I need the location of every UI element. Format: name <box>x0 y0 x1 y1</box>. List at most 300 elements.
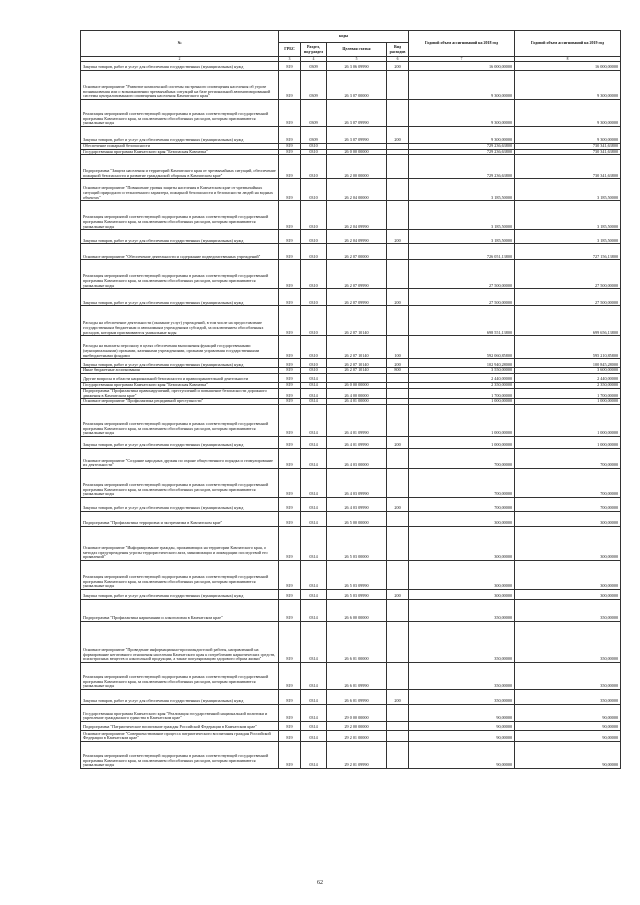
cell-razdel: 0314 <box>301 721 327 730</box>
cell-2019: 9 300,00000 <box>515 127 621 144</box>
cell-razdel: 0310 <box>301 359 327 368</box>
table-row <box>81 497 621 511</box>
table-row <box>81 662 621 689</box>
cell-csr: 26 4 03 09990 <box>327 497 387 511</box>
cell-csr: 26 5 00 00000 <box>327 511 387 526</box>
cell-2018: 729 236,63800 <box>409 144 515 150</box>
cell-razdel: 0314 <box>301 599 327 621</box>
cell-csr: 26 4 03 09990 <box>327 468 387 497</box>
cell-name: Подпрограмма "Профилактика наркомании и алкоголизма в Камчатском крае" <box>81 599 279 621</box>
table-row <box>81 526 621 560</box>
cell-grbs: 819 <box>279 71 301 100</box>
cell-csr: 26 2 07 10140 <box>327 359 387 368</box>
header-year-2019: Годовой объем ассигнований на 2019 год <box>515 31 621 57</box>
cell-2019: 350,00000 <box>515 599 621 621</box>
cell-grbs: 819 <box>279 741 301 768</box>
cell-2019: 727 156,13800 <box>515 244 621 260</box>
table-row <box>81 306 621 336</box>
cell-csr: 26 2 04 09990 <box>327 201 387 230</box>
cell-csr: 26 3 07 00000 <box>327 71 387 100</box>
column-index: 6 <box>387 57 409 62</box>
cell-grbs: 819 <box>279 589 301 599</box>
cell-2018: 27 500,00000 <box>409 260 515 289</box>
table-row <box>81 336 621 359</box>
cell-2018: 9 300,00000 <box>409 71 515 100</box>
cell-2019: 90,00000 <box>515 741 621 768</box>
cell-2018: 9 300,00000 <box>409 100 515 127</box>
cell-2019: 1 000,00000 <box>515 436 621 448</box>
cell-2019: 3 185,50000 <box>515 230 621 244</box>
cell-grbs: 819 <box>279 730 301 741</box>
cell-csr: 26 4 03 00000 <box>327 448 387 468</box>
cell-csr: 29 2 01 00000 <box>327 730 387 741</box>
cell-name: Основное мероприятие "Совершенствование процесса патриотического воспитания граждан Российской Федерации в Камчатском крае" <box>81 730 279 741</box>
table-row <box>81 741 621 768</box>
cell-razdel: 0314 <box>301 497 327 511</box>
cell-grbs: 819 <box>279 511 301 526</box>
cell-name: Закупка товаров, работ и услуг для обеспечения государственных (муниципальных) нужд <box>81 62 279 71</box>
cell-csr: 26 3 07 09990 <box>327 100 387 127</box>
cell-name: Реализация мероприятий соответствующей подпрограммы в рамках соответствующей государственной программы Камчатского края, за исключением обособленных расходов, которым присваиваются уникальные коды <box>81 468 279 497</box>
table-row <box>81 179 621 201</box>
cell-grbs: 819 <box>279 155 301 179</box>
cell-csr: 26 5 03 00000 <box>327 526 387 560</box>
column-index: 7 <box>409 57 515 62</box>
cell-2018: 700,00000 <box>409 468 515 497</box>
cell-csr: 26 6 01 09990 <box>327 662 387 689</box>
cell-razdel: 0314 <box>301 560 327 589</box>
cell-csr: 26 2 07 00000 <box>327 244 387 260</box>
cell-grbs: 819 <box>279 179 301 201</box>
cell-2019: 90,00000 <box>515 704 621 721</box>
cell-vr <box>387 599 409 621</box>
cell-2019: 27 500,00000 <box>515 289 621 306</box>
header-razdel: Раздел, под-раздел <box>301 43 327 57</box>
cell-name: Закупка товаров, работ и услуг для обеспечения государственных (муниципальных) нужд <box>81 359 279 368</box>
cell-vr <box>387 662 409 689</box>
cell-vr: 200 <box>387 127 409 144</box>
column-index: 4 <box>301 57 327 62</box>
cell-vr: 200 <box>387 62 409 71</box>
cell-name: Подпрограмма "Профилактика терроризма и экстремизма в Камчатском крае" <box>81 511 279 526</box>
cell-2019: 90,00000 <box>515 721 621 730</box>
cell-vr <box>387 448 409 468</box>
cell-csr: 26 4 01 00000 <box>327 399 387 405</box>
cell-razdel: 0314 <box>301 511 327 526</box>
cell-grbs: 819 <box>279 359 301 368</box>
cell-2019: 3 185,50000 <box>515 179 621 201</box>
cell-2018: 1 000,00000 <box>409 404 515 436</box>
cell-csr <box>327 374 387 383</box>
cell-grbs: 819 <box>279 306 301 336</box>
cell-csr: 29 2 00 00000 <box>327 721 387 730</box>
cell-razdel: 0314 <box>301 589 327 599</box>
cell-grbs: 819 <box>279 374 301 383</box>
cell-razdel: 0310 <box>301 149 327 155</box>
table-row <box>81 100 621 127</box>
cell-2018: 592 060,85800 <box>409 336 515 359</box>
cell-2018: 350,00000 <box>409 621 515 662</box>
cell-csr: 26 2 07 10140 <box>327 336 387 359</box>
cell-csr: 26 4 01 09990 <box>327 436 387 448</box>
cell-2018: 300,00000 <box>409 511 515 526</box>
cell-name: Основное мероприятие "Создание народных дружин по охране общественного порядка и стимулирование их деятельности" <box>81 448 279 468</box>
cell-razdel: 0309 <box>301 100 327 127</box>
cell-grbs: 819 <box>279 662 301 689</box>
table-row <box>81 230 621 244</box>
table-row <box>81 468 621 497</box>
table-row <box>81 621 621 662</box>
cell-grbs: 819 <box>279 704 301 721</box>
cell-2019: 595 210,85800 <box>515 336 621 359</box>
cell-grbs: 819 <box>279 388 301 398</box>
cell-razdel: 0310 <box>301 306 327 336</box>
cell-2018: 300,00000 <box>409 526 515 560</box>
cell-razdel: 0309 <box>301 62 327 71</box>
cell-vr <box>387 721 409 730</box>
cell-grbs: 819 <box>279 368 301 374</box>
cell-vr <box>387 704 409 721</box>
cell-2018: 90,00000 <box>409 721 515 730</box>
cell-csr: 26 6 01 09990 <box>327 689 387 704</box>
cell-razdel: 0310 <box>301 244 327 260</box>
cell-vr: 800 <box>387 368 409 374</box>
column-index: 5 <box>327 57 387 62</box>
cell-grbs: 819 <box>279 62 301 71</box>
table-row <box>81 589 621 599</box>
cell-name: Основное мероприятие "Повышение уровня защиты населения в Камчатском крае от чрезвычайных ситуаций природного и техногенного характера, пожарной безопасности и безопасности людей на водных объектах" <box>81 179 279 201</box>
cell-name: Основное мероприятие "Обеспечение деятельности и содержание подведомственных учреждений" <box>81 244 279 260</box>
cell-2018: 3 185,50000 <box>409 201 515 230</box>
cell-csr: 26 3 07 09990 <box>327 127 387 144</box>
cell-razdel: 0314 <box>301 448 327 468</box>
table-row <box>81 599 621 621</box>
cell-2019: 300,00000 <box>515 560 621 589</box>
cell-csr: 26 4 00 00000 <box>327 388 387 398</box>
cell-vr: 200 <box>387 497 409 511</box>
cell-2018: 1 000,00000 <box>409 399 515 405</box>
cell-csr: 26 0 00 00000 <box>327 149 387 155</box>
cell-grbs: 819 <box>279 621 301 662</box>
table-row <box>81 155 621 179</box>
cell-grbs: 819 <box>279 404 301 436</box>
cell-2018: 3 185,50000 <box>409 230 515 244</box>
cell-2019: 100 845,28000 <box>515 359 621 368</box>
cell-vr <box>387 155 409 179</box>
cell-2019: 700,00000 <box>515 448 621 468</box>
cell-2019: 27 500,00000 <box>515 260 621 289</box>
header-grbs: ГРБС <box>279 43 301 57</box>
cell-2018: 90,00000 <box>409 704 515 721</box>
cell-name: Основное мероприятие "Развитие комплексной системы экстренного оповещения населения об угрозе возникновения или о возникновении чрезвычайных ситуаций на базе региональной автоматизированной системы централизованного оповещения населения Камчатского края" <box>81 71 279 100</box>
cell-name: Подпрограмма "Профилактика правонарушений, преступлений и повышение безопасности дорожного движения в Камчатском крае" <box>81 388 279 398</box>
cell-name: Реализация мероприятий соответствующей подпрограммы в рамках соответствующей государственной программы Камчатского края, за исключением обособленных расходов, которым присваиваются уникальные коды <box>81 100 279 127</box>
cell-razdel: 0310 <box>301 179 327 201</box>
cell-name: Закупка товаров, работ и услуг для обеспечения государственных (муниципальных) нужд <box>81 436 279 448</box>
cell-2019: 350,00000 <box>515 621 621 662</box>
cell-name: Расходы на выплаты персоналу в целях обеспечения выполнения функций государственными (муниципальными) органами, казенными учреждениями, органами управления государственными внебюджетными фондами <box>81 336 279 359</box>
table-row <box>81 704 621 721</box>
cell-vr <box>387 100 409 127</box>
cell-2019: 730 341,63800 <box>515 144 621 150</box>
cell-name: Обеспечение пожарной безопасности <box>81 144 279 150</box>
cell-csr: 26 3 06 09990 <box>327 62 387 71</box>
cell-2019: 2 440,00000 <box>515 374 621 383</box>
cell-2019: 700,00000 <box>515 497 621 511</box>
cell-csr: 26 2 00 00000 <box>327 155 387 179</box>
table-row <box>81 260 621 289</box>
cell-name: Другие вопросы в области национальной безопасности и правоохранительной деятельности <box>81 374 279 383</box>
cell-name: Закупка товаров, работ и услуг для обеспечения государственных (муниципальных) нужд <box>81 497 279 511</box>
cell-vr <box>387 730 409 741</box>
cell-vr <box>387 621 409 662</box>
cell-csr: 26 0 00 00000 <box>327 383 387 389</box>
cell-csr: 26 2 04 00000 <box>327 179 387 201</box>
column-index: 2 <box>81 57 279 62</box>
header-vr: Вид расходов <box>387 43 409 57</box>
cell-vr <box>387 374 409 383</box>
cell-csr: 26 2 07 09990 <box>327 260 387 289</box>
cell-grbs: 819 <box>279 383 301 389</box>
table-row <box>81 201 621 230</box>
cell-2018: 102 940,28000 <box>409 359 515 368</box>
cell-razdel: 0314 <box>301 468 327 497</box>
cell-name: Реализация мероприятий соответствующей подпрограммы в рамках соответствующей государственной программы Камчатского края, за исключением обособленных расходов, которым присваиваются уникальные коды <box>81 662 279 689</box>
cell-name: Расходы на обеспечение деятельности (оказание услуг) учреждений, в том числе на предоставление государственным бюджетным и автономным учреждениям субсидий, за исключением обособленных расходов, которым присваиваются уникальные коды <box>81 306 279 336</box>
cell-2018: 3 550,00000 <box>409 368 515 374</box>
cell-2018: 90,00000 <box>409 730 515 741</box>
cell-razdel: 0314 <box>301 689 327 704</box>
cell-name: Реализация мероприятий соответствующей подпрограммы в рамках соответствующей государственной программы Камчатского края, за исключением обособленных расходов, которым присваиваются уникальные коды <box>81 201 279 230</box>
page-number: 62 <box>317 880 323 886</box>
cell-name: Основное мероприятие "Проведение информационно-пропагандистской работы, направленной на формирование негативного отношения населения Камчатского края к потреблению наркотических средств, психотропных веществ и алкогольной продукции, а также популяризацию здорового образа жизни" <box>81 621 279 662</box>
cell-vr <box>387 260 409 289</box>
cell-csr: 26 6 01 00000 <box>327 621 387 662</box>
cell-2018: 3 185,50000 <box>409 179 515 201</box>
cell-name: Закупка товаров, работ и услуг для обеспечения государственных (муниципальных) нужд <box>81 589 279 599</box>
cell-2018: 300,00000 <box>409 560 515 589</box>
cell-razdel: 0314 <box>301 662 327 689</box>
header-codes: коды <box>279 31 409 43</box>
cell-vr <box>387 511 409 526</box>
cell-razdel: 0310 <box>301 368 327 374</box>
cell-name: Закупка товаров, работ и услуг для обеспечения государственных (муниципальных) нужд <box>81 289 279 306</box>
cell-2018: 350,00000 <box>409 662 515 689</box>
cell-grbs: 819 <box>279 721 301 730</box>
cell-vr: 200 <box>387 230 409 244</box>
cell-razdel: 0314 <box>301 404 327 436</box>
cell-vr <box>387 71 409 100</box>
cell-vr <box>387 306 409 336</box>
cell-2018: 350,00000 <box>409 599 515 621</box>
cell-2019: 3 185,50000 <box>515 201 621 230</box>
cell-2018: 300,00000 <box>409 589 515 599</box>
cell-2018: 2 350,00000 <box>409 383 515 389</box>
cell-razdel: 0314 <box>301 730 327 741</box>
cell-name: Подпрограмма "Патриотическое воспитание граждан Российской Федерации в Камчатском крае" <box>81 721 279 730</box>
cell-grbs: 819 <box>279 399 301 405</box>
cell-csr: 29 2 01 09990 <box>327 741 387 768</box>
table-row <box>81 721 621 730</box>
cell-2018: 350,00000 <box>409 689 515 704</box>
cell-2018: 698 551,13800 <box>409 306 515 336</box>
cell-grbs: 819 <box>279 468 301 497</box>
cell-grbs: 819 <box>279 560 301 589</box>
cell-2019: 16 000,00000 <box>515 62 621 71</box>
cell-2018: 729 236,63800 <box>409 155 515 179</box>
table-row <box>81 244 621 260</box>
cell-vr: 200 <box>387 359 409 368</box>
table-row <box>81 730 621 741</box>
cell-vr <box>387 560 409 589</box>
cell-vr <box>387 468 409 497</box>
cell-2019: 730 341,63800 <box>515 149 621 155</box>
cell-grbs: 819 <box>279 144 301 150</box>
cell-razdel: 0314 <box>301 399 327 405</box>
cell-2019: 1 700,00000 <box>515 388 621 398</box>
cell-grbs: 819 <box>279 526 301 560</box>
cell-2019: 350,00000 <box>515 689 621 704</box>
cell-vr: 200 <box>387 589 409 599</box>
cell-name: Иные бюджетные ассигнования <box>81 368 279 374</box>
cell-grbs: 819 <box>279 289 301 306</box>
cell-name: Реализация мероприятий соответствующей подпрограммы в рамках соответствующей государственной программы Камчатского края, за исключением обособленных расходов, которым присваиваются уникальные коды <box>81 741 279 768</box>
cell-2018: 2 440,00000 <box>409 374 515 383</box>
cell-2018: 9 300,00000 <box>409 127 515 144</box>
cell-razdel: 0310 <box>301 260 327 289</box>
cell-razdel: 0309 <box>301 71 327 100</box>
cell-razdel: 0314 <box>301 374 327 383</box>
cell-2019: 700,00000 <box>515 468 621 497</box>
cell-razdel: 0314 <box>301 621 327 662</box>
table-row <box>81 404 621 436</box>
cell-2018: 700,00000 <box>409 497 515 511</box>
cell-razdel: 0310 <box>301 230 327 244</box>
table-row <box>81 436 621 448</box>
cell-2019: 90,00000 <box>515 730 621 741</box>
cell-2019: 699 656,13800 <box>515 306 621 336</box>
cell-grbs: 819 <box>279 100 301 127</box>
cell-razdel: 0309 <box>301 127 327 144</box>
cell-csr: 26 5 03 09990 <box>327 560 387 589</box>
cell-2019: 300,00000 <box>515 589 621 599</box>
cell-razdel: 0310 <box>301 336 327 359</box>
table-row <box>81 689 621 704</box>
table-row <box>81 511 621 526</box>
cell-vr <box>387 741 409 768</box>
cell-name: Основное мероприятие "Информирование граждан, проживающих на территории Камчатского края, о методах предупреждения угрозы террористического акта, минимизации и ликвидации последствий его проявлений" <box>81 526 279 560</box>
cell-razdel: 0310 <box>301 144 327 150</box>
cell-grbs: 819 <box>279 244 301 260</box>
table-row <box>81 71 621 100</box>
cell-2018: 1 000,00000 <box>409 436 515 448</box>
cell-csr: 26 6 00 00000 <box>327 599 387 621</box>
cell-razdel: 0310 <box>301 201 327 230</box>
cell-grbs: 819 <box>279 201 301 230</box>
cell-name: Закупка товаров, работ и услуг для обеспечения государственных (муниципальных) нужд <box>81 230 279 244</box>
cell-2018: 1 700,00000 <box>409 388 515 398</box>
cell-vr <box>387 404 409 436</box>
cell-name: Государственная программа Камчатского края "Реализация государственной национальной политики и укрепление гражданского единства в Камчатском крае" <box>81 704 279 721</box>
cell-name: Государственная программа Камчатского края "Безопасная Камчатка" <box>81 149 279 155</box>
cell-csr: 26 4 01 09990 <box>327 404 387 436</box>
cell-vr <box>387 388 409 398</box>
cell-vr <box>387 201 409 230</box>
table-row <box>81 388 621 398</box>
table-body <box>81 62 621 769</box>
cell-grbs: 819 <box>279 448 301 468</box>
cell-grbs: 819 <box>279 436 301 448</box>
cell-2019: 9 300,00000 <box>515 71 621 100</box>
cell-name: Закупка товаров, работ и услуг для обеспечения государственных (муниципальных) нужд <box>81 127 279 144</box>
cell-name: Реализация мероприятий соответствующей подпрограммы в рамках соответствующей государственной программы Камчатского края, за исключением обособленных расходов, которым присваиваются уникальные коды <box>81 560 279 589</box>
table-row <box>81 127 621 144</box>
cell-vr <box>387 179 409 201</box>
header-year-2018: Годовой объем ассигнований на 2018 год <box>409 31 515 57</box>
cell-name: Подпрограмма "Защита населения и территорий Камчатского края от чрезвычайных ситуаций, обеспечение пожарной безопасности и развитие гражданской обороны в Камчатском крае" <box>81 155 279 179</box>
cell-vr <box>387 244 409 260</box>
column-index: 3 <box>279 57 301 62</box>
cell-name: Реализация мероприятий соответствующей подпрограммы в рамках соответствующей государственной программы Камчатского края, за исключением обособленных расходов, которым присваиваются уникальные коды <box>81 260 279 289</box>
cell-grbs: 819 <box>279 497 301 511</box>
cell-grbs: 819 <box>279 149 301 155</box>
cell-name: Основное мероприятие "Профилактика рецидивной преступности" <box>81 399 279 405</box>
cell-grbs: 819 <box>279 230 301 244</box>
table-row <box>81 374 621 383</box>
cell-csr: 26 2 07 10140 <box>327 306 387 336</box>
cell-grbs: 819 <box>279 599 301 621</box>
table-row <box>81 62 621 71</box>
cell-2019: 300,00000 <box>515 511 621 526</box>
cell-razdel: 0314 <box>301 388 327 398</box>
cell-vr: 100 <box>387 336 409 359</box>
cell-vr: 200 <box>387 689 409 704</box>
cell-name: Государственная программа Камчатского края "Безопасная Камчатка" <box>81 383 279 389</box>
cell-name: Закупка товаров, работ и услуг для обеспечения государственных (муниципальных) нужд <box>81 689 279 704</box>
cell-csr: 26 2 07 10140 <box>327 368 387 374</box>
cell-2019: 9 300,00000 <box>515 100 621 127</box>
table-row <box>81 448 621 468</box>
cell-2019: 300,00000 <box>515 526 621 560</box>
cell-razdel: 0314 <box>301 436 327 448</box>
cell-2018: 700,00000 <box>409 448 515 468</box>
budget-table <box>80 30 621 769</box>
cell-razdel: 0310 <box>301 289 327 306</box>
cell-2018: 27 500,00000 <box>409 289 515 306</box>
cell-vr: 200 <box>387 289 409 306</box>
cell-vr <box>387 526 409 560</box>
cell-2018: 90,00000 <box>409 741 515 768</box>
cell-2019: 2 350,00000 <box>515 383 621 389</box>
column-index: 8 <box>515 57 621 62</box>
cell-2019: 350,00000 <box>515 662 621 689</box>
cell-csr: 26 2 07 09990 <box>327 289 387 306</box>
cell-razdel: 0310 <box>301 155 327 179</box>
cell-2019: 3 600,00000 <box>515 368 621 374</box>
header-csr: Целевая статья <box>327 43 387 57</box>
cell-grbs: 819 <box>279 127 301 144</box>
cell-razdel: 0314 <box>301 383 327 389</box>
cell-2019: 1 000,00000 <box>515 404 621 436</box>
cell-2018: 16 000,00000 <box>409 62 515 71</box>
table-row <box>81 289 621 306</box>
cell-razdel: 0314 <box>301 526 327 560</box>
table-row <box>81 560 621 589</box>
cell-vr: 200 <box>387 436 409 448</box>
cell-grbs: 819 <box>279 260 301 289</box>
cell-name: Реализация мероприятий соответствующей подпрограммы в рамках соответствующей государственной программы Камчатского края, за исключением обособленных расходов, которым присваиваются уникальные коды <box>81 404 279 436</box>
cell-2018: 729 236,63800 <box>409 149 515 155</box>
